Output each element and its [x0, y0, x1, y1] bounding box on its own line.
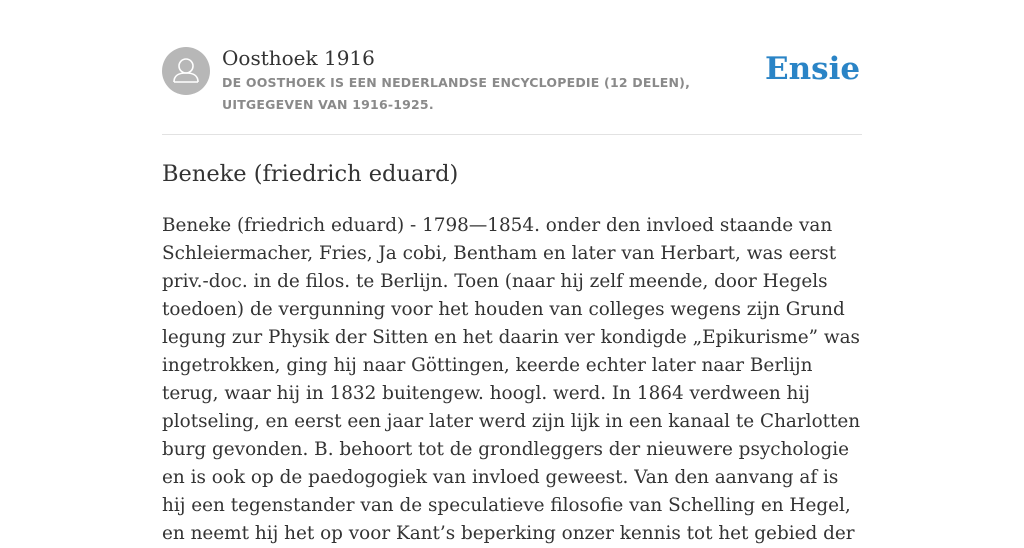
page-container — [162, 0, 862, 544]
source-header — [162, 0, 862, 135]
user-placeholder-icon — [162, 47, 210, 95]
article-body: Beneke (friedrich eduard) - 1798—1854. onder den invloed staande van Schleiermacher, Fries, Ja cobi, Bentham en later van Herbart, was eerst priv.-doc. in de filos. te Berlijn. Toen (naar hij zelf meende, door Hegels toedoen) de vergunning voor het houden van colleges wegens zijn Grund legung zur Physik der Sitten en het daarin ver kondigde „Epikurisme” was ingetrokken, ging hij naar Göttingen, keerde echter later naar Berlijn terug, waar hij in 1832 buitengew. hoogl. werd. In 1864 verdween hij plotseling, en eerst een jaar later werd zijn lijk in een kanaal te Charlotten burg gevonden. B. behoort tot de grondleggers der nieuwere psychologie en is ook op de paedogogiek van invloed geweest. Van den aanvang af is hij een tegenstander van de speculatieve filosofie van Schelling en Hegel, en neemt hij het op voor Kant’s beperking onzer kennis tot het gebied der — [162, 215, 861, 544]
ensie-logo[interactable]: Ensie — [765, 51, 861, 87]
source-avatar[interactable] — [162, 47, 210, 95]
source-title[interactable]: Oosthoek 1916 — [222, 46, 375, 70]
source-description: DE OOSTHOEK IS EEN NEDERLANDSE ENCYCLOPEDIE (12 DELEN), UITGEGEVEN VAN 1916-1925. — [222, 75, 691, 112]
article-title: Beneke (friedrich eduard) — [162, 161, 459, 187]
